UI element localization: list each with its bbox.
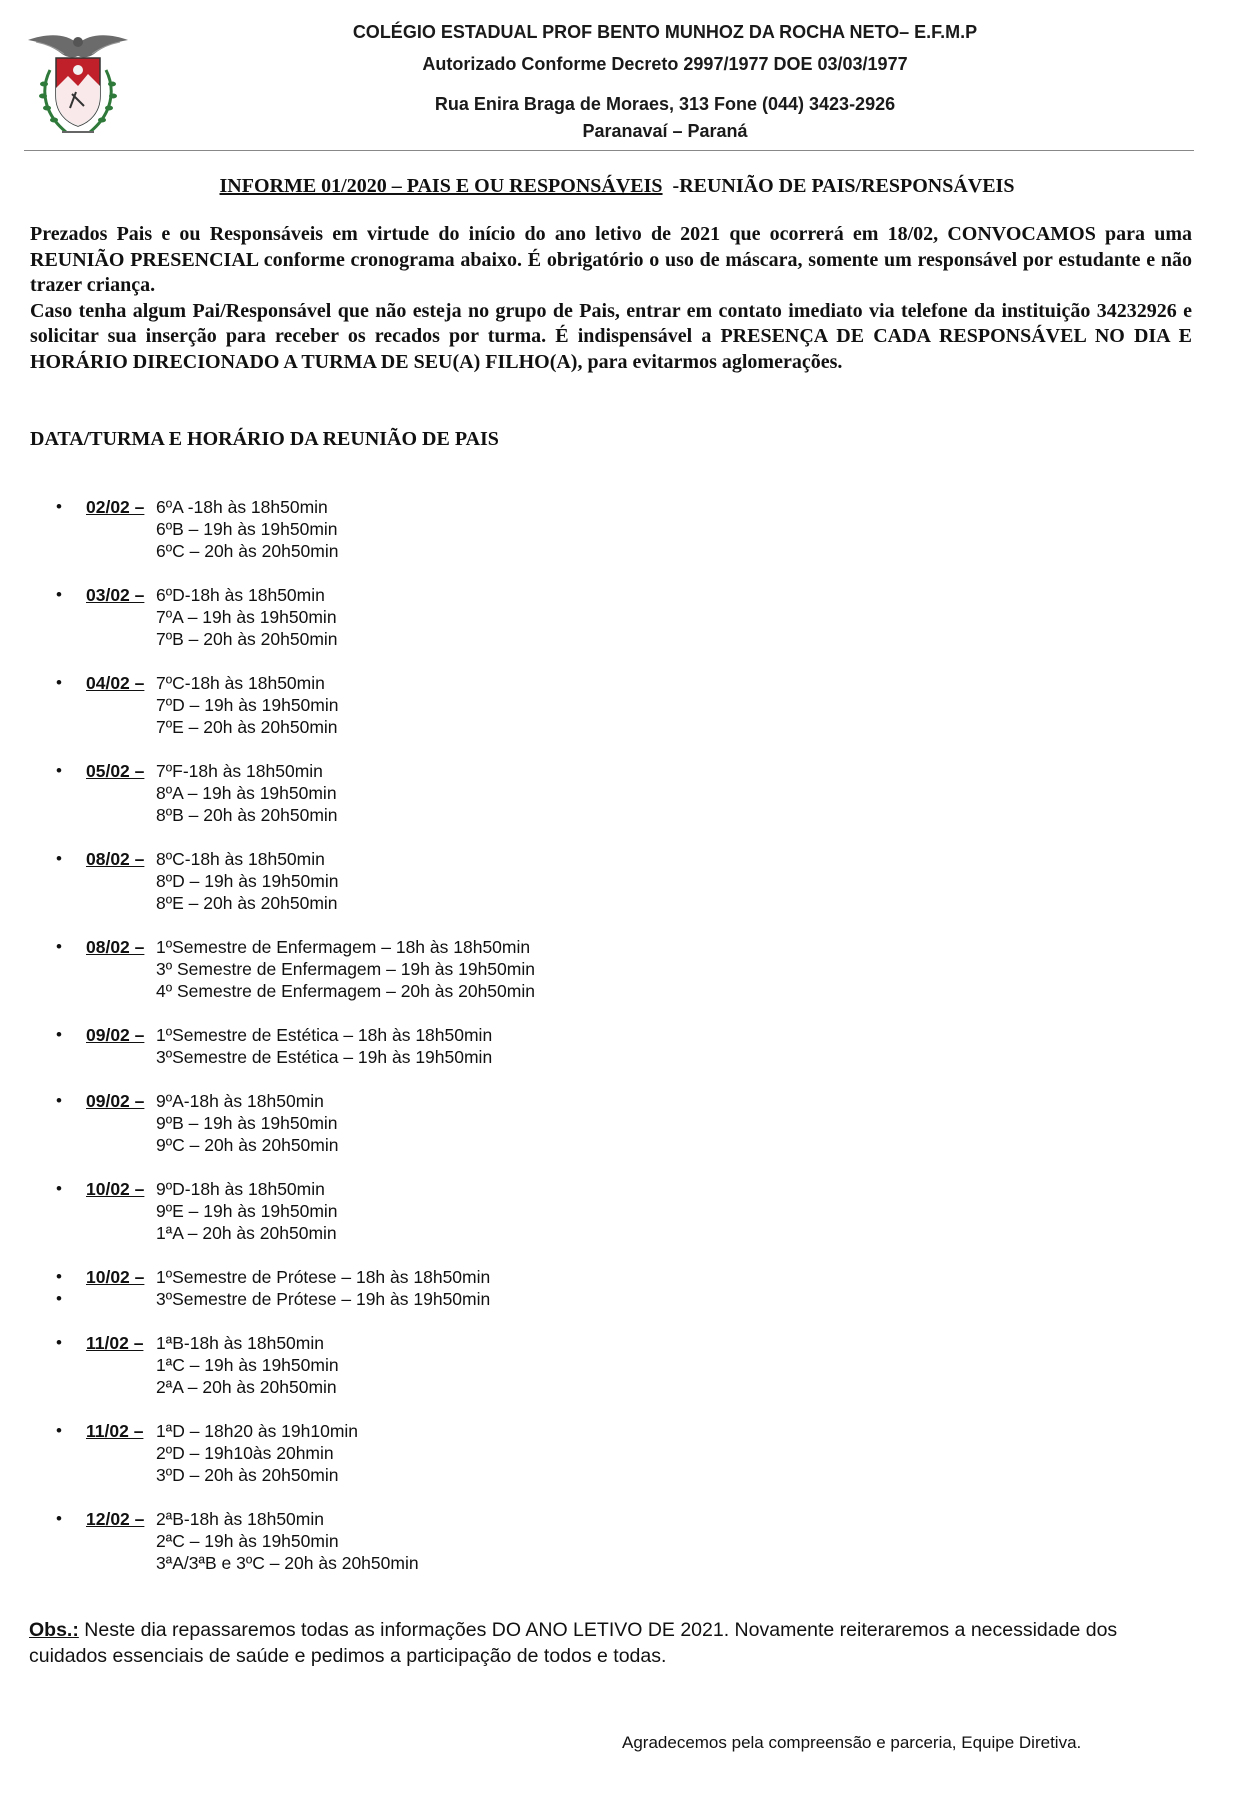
- schedule-line: [0, 848, 1234, 870]
- authorization-decree: Autorizado Conforme Decreto 2997/1977 DOE 03/03/1977: [422, 54, 908, 74]
- schedule-line: [0, 1442, 1234, 1464]
- bullet-icon: •: [56, 497, 62, 516]
- schedule-entry: [0, 1420, 1234, 1486]
- class-time-slot: 9ºA-18h às 18h50min: [156, 1091, 324, 1111]
- obs-text: Neste dia repassaremos todas as informações DO ANO LETIVO DE 2021. Novamente reiteraremos a necessidade dos cuidados essenciais de saúde e pedimos a participação de todos e todas.: [29, 1619, 1118, 1667]
- schedule-line: [0, 980, 1234, 1002]
- schedule-line: [0, 1090, 1234, 1112]
- class-time-slot: 8ºB – 20h às 20h50min: [156, 805, 338, 825]
- schedule-line: [0, 518, 1234, 540]
- schedule-entry: [0, 584, 1234, 650]
- schedule-line: [0, 584, 1234, 606]
- bullet-icon: •: [56, 585, 62, 604]
- schedule-line: [0, 716, 1234, 738]
- schedule-date: 09/02 –: [86, 1025, 145, 1045]
- class-time-slot: 7ºA – 19h às 19h50min: [156, 607, 337, 627]
- class-time-slot: 1ªD – 18h20 às 19h10min: [156, 1421, 359, 1441]
- schedule-line: [0, 1266, 1234, 1288]
- meeting-schedule: [0, 496, 1234, 1596]
- schedule-line: [0, 1376, 1234, 1398]
- bullet-icon: •: [56, 673, 62, 692]
- schedule-line: [0, 1200, 1234, 1222]
- schedule-date: 11/02 –: [86, 1333, 144, 1353]
- schedule-date: 02/02 –: [86, 497, 145, 517]
- schedule-line: [0, 958, 1234, 980]
- schedule-date: 08/02 –: [86, 937, 145, 957]
- schedule-line: [0, 694, 1234, 716]
- schedule-date: 10/02 –: [86, 1179, 145, 1199]
- notice-title: [0, 175, 1234, 198]
- class-time-slot: 1ºSemestre de Prótese – 18h às 18h50min: [156, 1267, 491, 1287]
- class-time-slot: 9ºD-18h às 18h50min: [156, 1179, 325, 1199]
- intro-text: [30, 222, 1192, 375]
- schedule-line: [0, 628, 1234, 650]
- schedule-line: [0, 1134, 1234, 1156]
- class-time-slot: 9ºB – 19h às 19h50min: [156, 1113, 338, 1133]
- schedule-entry: [0, 848, 1234, 914]
- schedule-date: 09/02 –: [86, 1091, 145, 1111]
- schedule-date: 10/02 –: [86, 1267, 145, 1287]
- class-time-slot: 1ºSemestre de Enfermagem – 18h às 18h50min: [156, 937, 531, 957]
- schedule-line: [0, 1530, 1234, 1552]
- schedule-entry: [0, 760, 1234, 826]
- schedule-line: [0, 1464, 1234, 1486]
- bullet-icon: •: [56, 1091, 62, 1110]
- schedule-line: [0, 606, 1234, 628]
- observation-note: [29, 1617, 1199, 1669]
- schedule-entry: [0, 936, 1234, 1002]
- class-time-slot: 8ºC-18h às 18h50min: [156, 849, 325, 869]
- schedule-line: [0, 1024, 1234, 1046]
- schedule-entry: [0, 1024, 1234, 1068]
- schedule-line: [0, 1178, 1234, 1200]
- schedule-entry: [0, 1266, 1234, 1310]
- class-time-slot: 9ºE – 19h às 19h50min: [156, 1201, 338, 1221]
- intro-paragraph-1: Prezados Pais e ou Responsáveis em virtude do início do ano letivo de 2021 que ocorrerá em 18/02, CONVOCAMOS para uma REUNIÃO PRESENCIAL conforme cronograma abaixo. É obrigatório o uso de máscara, somente um responsável por estudante e não trazer criança.: [30, 223, 1192, 296]
- bullet-icon: •: [56, 761, 62, 780]
- schedule-line: [0, 496, 1234, 518]
- letterhead: [0, 0, 1234, 152]
- schedule-date: 11/02 –: [86, 1421, 144, 1441]
- class-time-slot: 7ºD – 19h às 19h50min: [156, 695, 339, 715]
- school-name: COLÉGIO ESTADUAL PROF BENTO MUNHOZ DA ROCHA NETO– E.F.M.P: [352, 22, 978, 42]
- class-time-slot: 6ºD-18h às 18h50min: [156, 585, 325, 605]
- school-address: Rua Enira Braga de Moraes, 313 Fone (044) 3423-2926: [434, 94, 896, 114]
- class-time-slot: 3ºD – 20h às 20h50min: [156, 1465, 339, 1485]
- class-time-slot: 2ªB-18h às 18h50min: [156, 1509, 324, 1529]
- schedule-entry: [0, 672, 1234, 738]
- class-time-slot: 7ºE – 20h às 20h50min: [156, 717, 338, 737]
- bullet-icon: •: [56, 1421, 62, 1440]
- schedule-date: 05/02 –: [86, 761, 145, 781]
- bullet-icon: •: [56, 849, 62, 868]
- class-time-slot: 1ªC – 19h às 19h50min: [156, 1355, 339, 1375]
- bullet-icon: •: [56, 1509, 62, 1528]
- schedule-line: [0, 782, 1234, 804]
- bullet-icon: •: [56, 1025, 62, 1044]
- schedule-line: [0, 1288, 1234, 1310]
- schedule-line: [0, 672, 1234, 694]
- intro-paragraph-2: Caso tenha algum Pai/Responsável que não esteja no grupo de Pais, entrar em contato imediato via telefone da instituição 34232926 e solicitar sua inserção para receber os recados por turma. É indispensável a PRESENÇA DE CADA RESPONSÁVEL NO DIA E HORÁRIO DIRECIONADO A TURMA DE SEU(A) FILHO(A), para evitarmos aglomerações.: [30, 299, 1192, 373]
- schedule-line: [0, 1552, 1234, 1574]
- state-coat-of-arms-icon: [26, 30, 130, 140]
- class-time-slot: 7ºB – 20h às 20h50min: [156, 629, 338, 649]
- notice-title-rest: -REUNIÃO DE PAIS/RESPONSÁVEIS: [662, 175, 1015, 197]
- schedule-line: [0, 804, 1234, 826]
- schedule-entry: [0, 1508, 1234, 1574]
- schedule-date: 04/02 –: [86, 673, 145, 693]
- class-time-slot: 9ºC – 20h às 20h50min: [156, 1135, 339, 1155]
- obs-label: Obs.:: [29, 1619, 79, 1641]
- school-city: Paranavaí – Paraná: [582, 121, 748, 141]
- schedule-line: [0, 1508, 1234, 1530]
- schedule-date: 12/02 –: [86, 1509, 145, 1529]
- class-time-slot: 8ºD – 19h às 19h50min: [156, 871, 339, 891]
- schedule-entry: [0, 496, 1234, 562]
- schedule-line: [0, 1222, 1234, 1244]
- class-time-slot: 3ºSemestre de Estética – 19h às 19h50min: [156, 1047, 493, 1067]
- class-time-slot: 8ºE – 20h às 20h50min: [156, 893, 338, 913]
- class-time-slot: 6ºA -18h às 18h50min: [156, 497, 328, 517]
- schedule-line: [0, 870, 1234, 892]
- class-time-slot: 2ªA – 20h às 20h50min: [156, 1377, 337, 1397]
- schedule-line: [0, 1420, 1234, 1442]
- schedule-date: 03/02 –: [86, 585, 145, 605]
- schedule-date: 08/02 –: [86, 849, 145, 869]
- class-time-slot: 1ªB-18h às 18h50min: [156, 1333, 324, 1353]
- class-time-slot: 6ºC – 20h às 20h50min: [156, 541, 339, 561]
- bullet-icon: •: [56, 1289, 62, 1308]
- schedule-line: [0, 1046, 1234, 1068]
- class-time-slot: 8ºA – 19h às 19h50min: [156, 783, 337, 803]
- class-time-slot: 3ªA/3ªB e 3ºC – 20h às 20h50min: [156, 1553, 419, 1573]
- schedule-line: [0, 1332, 1234, 1354]
- bullet-icon: •: [56, 937, 62, 956]
- schedule-entry: [0, 1090, 1234, 1156]
- schedule-line: [0, 892, 1234, 914]
- class-time-slot: 6ºB – 19h às 19h50min: [156, 519, 338, 539]
- signoff: Agradecemos pela compreensão e parceria, Equipe Diretiva.: [622, 1733, 1082, 1752]
- schedule-line: [0, 1354, 1234, 1376]
- class-time-slot: 7ºF-18h às 18h50min: [156, 761, 323, 781]
- class-time-slot: 3ºSemestre de Prótese – 19h às 19h50min: [156, 1289, 491, 1309]
- class-time-slot: 1ªA – 20h às 20h50min: [156, 1223, 337, 1243]
- schedule-heading: DATA/TURMA E HORÁRIO DA REUNIÃO DE PAIS: [30, 428, 499, 450]
- bullet-icon: •: [56, 1333, 62, 1352]
- header-divider: [24, 150, 1194, 151]
- class-time-slot: 2ªC – 19h às 19h50min: [156, 1531, 339, 1551]
- class-time-slot: 1ºSemestre de Estética – 18h às 18h50min: [156, 1025, 493, 1045]
- schedule-entry: [0, 1178, 1234, 1244]
- schedule-entry: [0, 1332, 1234, 1398]
- bullet-icon: •: [56, 1179, 62, 1198]
- class-time-slot: 4º Semestre de Enfermagem – 20h às 20h50min: [156, 981, 535, 1001]
- class-time-slot: 2ºD – 19h10às 20hmin: [156, 1443, 334, 1463]
- schedule-line: [0, 936, 1234, 958]
- class-time-slot: 7ºC-18h às 18h50min: [156, 673, 325, 693]
- notice-title-underlined: INFORME 01/2020 – PAIS E OU RESPONSÁVEIS: [219, 175, 663, 197]
- schedule-line: [0, 540, 1234, 562]
- bullet-icon: •: [56, 1267, 62, 1286]
- schedule-line: [0, 760, 1234, 782]
- class-time-slot: 3º Semestre de Enfermagem – 19h às 19h50min: [156, 959, 535, 979]
- schedule-line: [0, 1112, 1234, 1134]
